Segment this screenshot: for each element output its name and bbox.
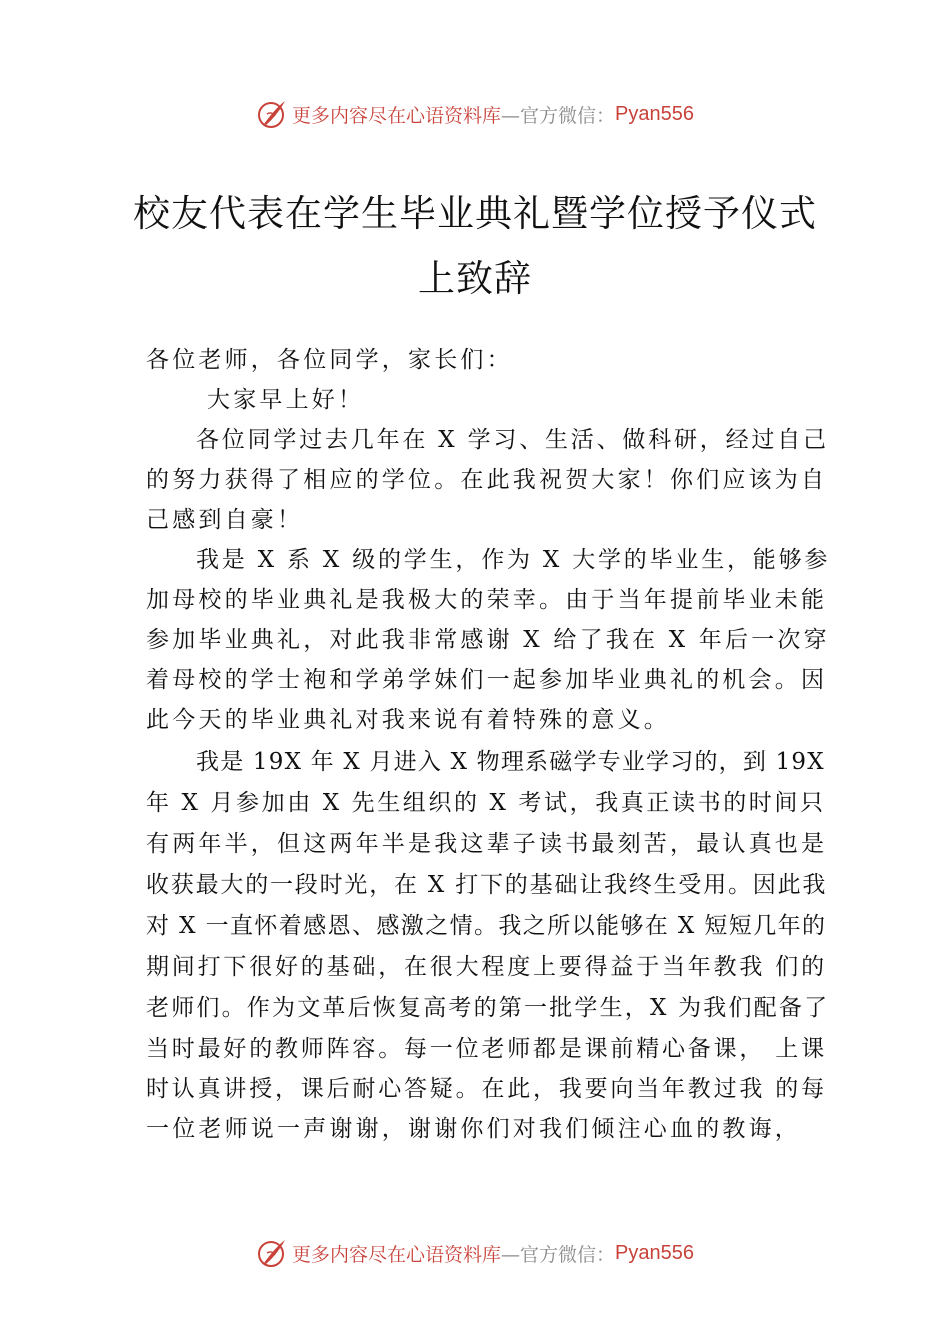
header-banner xyxy=(0,92,950,136)
banner-wechat-label: —官方微信： xyxy=(501,104,616,127)
body-line: 年 X 月参加由 X 先生组织的 X 考试，我真正读书的时间只 xyxy=(146,790,826,816)
body-line: 老师们。作为文革后恢复高考的第一批学生，X 为我们配备了 xyxy=(146,995,830,1021)
banner-slogan: 更多内容尽在心语资料库 xyxy=(292,1243,502,1266)
body-line: 对 X 一直怀着感恩、感激之情。我之所以能够在 X 短短几年的 xyxy=(146,913,827,939)
banner-wechat-id: Pyan556 xyxy=(615,102,694,125)
body-line: 当时最好的教师阵容。每一位老师都是课前精心备课， 上课 xyxy=(146,1036,827,1062)
body-line: 期间打下很好的基础，在很大程度上要得益于当年教我 们的 xyxy=(146,954,827,980)
body-line: 时认真讲授，课后耐心答疑。在此，我要向当年教过我 的每 xyxy=(146,1076,827,1102)
body-line: 参加毕业典礼，对此我非常感谢 X 给了我在 X 年后一次穿 xyxy=(146,627,830,653)
body-line: 大家早上好！ xyxy=(207,387,365,413)
banner-slogan: 更多内容尽在心语资料库 xyxy=(292,104,502,127)
document-title-line-1: 校友代表在学生毕业典礼暨学位授予仪式 xyxy=(133,192,817,235)
quill-logo-icon xyxy=(256,98,288,130)
body-line: 我是 19X 年 X 月进入 X 物理系磁学专业学习的，到 19X xyxy=(196,749,825,775)
body-line: 着母校的学士袍和学弟学妹们一起参加毕业典礼的机会。因 xyxy=(146,667,828,693)
body-line: 的努力获得了相应的学位。在此我祝贺大家！你们应该为自 xyxy=(146,467,828,493)
body-line: 加母校的毕业典礼是我极大的荣幸。由于当年提前毕业未能 xyxy=(146,587,828,613)
body-line: 一位老师说一声谢谢，谢谢你们对我们倾注心血的教诲， xyxy=(146,1116,801,1142)
body-line: 有两年半，但这两年半是我这辈子读书最刻苦，最认真也是 xyxy=(146,831,828,857)
quill-logo-icon xyxy=(256,1237,288,1269)
document-title-line-2: 上致辞 xyxy=(418,257,532,300)
body-line: 此今天的毕业典礼对我来说有着特殊的意义。 xyxy=(146,707,670,733)
footer-banner xyxy=(0,1231,950,1275)
body-line: 收获最大的一段时光，在 X 打下的基础让我终生受用。因此我 xyxy=(146,872,828,898)
body-line: 各位老师，各位同学，家长们： xyxy=(146,347,513,373)
body-line: 己感到自豪！ xyxy=(146,507,304,533)
banner-wechat-id: Pyan556 xyxy=(615,1241,694,1264)
body-line: 各位同学过去几年在 X 学习、生活、做科研，经过自己 xyxy=(196,427,829,453)
banner-wechat-label: —官方微信： xyxy=(501,1243,616,1266)
body-line: 我是 X 系 X 级的学生，作为 X 大学的毕业生，能够参 xyxy=(196,547,831,573)
